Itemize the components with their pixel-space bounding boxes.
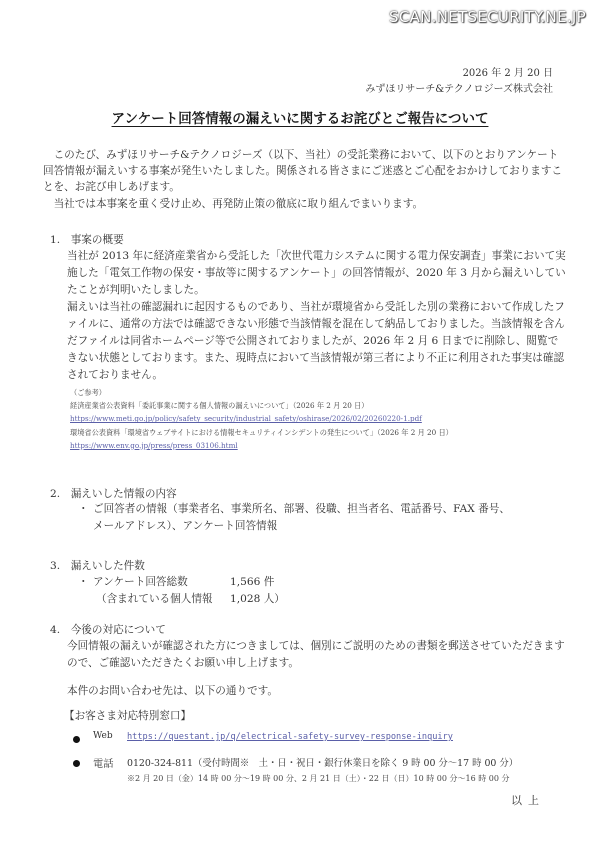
bullet-icon: ・: [78, 576, 89, 588]
contact-heading: 【お客さま対応特別窓口】: [64, 710, 192, 722]
intro-paragraph-2: 当社では本事案を重く受け止め、再発防止策の徹底に取り組んでまいります。: [53, 197, 424, 210]
section-4-heading: 4. 今後の対応について: [50, 624, 166, 636]
page-title-text: アンケート回答情報の漏えいに関するお詫びとご報告について: [111, 111, 489, 127]
section-1-paragraph-2: 漏えいは当社の確認漏れに起因するものであり、当社が環境省から受託した別の業務において作成したファイルに、通常の方法では確認できない形態で当該情報を混在して納品しておりました。当該情報を含んだファイルは同省ホームページ等で公開されておりましたが、2026 年 2 月 6 日までに削除し、閲覧できない状態としております。また、現時点において当該情報が第三者により不正に利用された事実は確認されておりません。: [67, 301, 565, 381]
reference-title-meti: 経済産業省公表資料「委託事業に関する個人情報の漏えいについて」（2026 年 2 月 20 日）: [70, 401, 369, 411]
survey-total-label: アンケート回答総数: [93, 576, 188, 588]
contact-phone-value: 0120-324-811（受付時間※ 土・日・祝日・銀行休業日を除く 9 時 00 分～17 時 00 分）: [127, 758, 519, 769]
contact-web-label: Web: [93, 731, 113, 741]
inquiry-text: 本件のお問い合わせ先は、以下の通りです。: [67, 685, 279, 697]
reference-title-env: 環境省公表資料「環境省ウェブサイトにおける情報セキュリティインシデントの発生について」（2026 年 2 月 20 日）: [70, 427, 453, 437]
contact-web-row: [0, 731, 600, 747]
section-2-item-line1: ご回答者の情報（事業者名、事業所名、部署、役職、担当者名、電話番号、FAX 番号、: [93, 503, 510, 515]
section-4-body: 今回情報の漏えいが確認された方につきましては、個別にご説明のための書類を郵送させていただきますので、ご確認いただきたくお願い申し上げます。: [67, 640, 565, 669]
company-name: みずほリサーチ&テクノロジーズ株式会社: [365, 84, 553, 95]
site-watermark: SCAN.NETSECURITY.NE.JP: [389, 8, 586, 26]
reference-link-env[interactable]: https://www.env.go.jp/press/press_03106.html: [70, 440, 238, 450]
reference-link-meti[interactable]: https://www.meti.go.jp/policy/safety_security/industrial_safety/oshirase/2026/02/20260220-1.pdf: [70, 414, 422, 424]
reference-block: [70, 386, 550, 452]
reference-label: （ご参考）: [70, 388, 106, 397]
personal-info-label: （含まれている個人情報: [96, 593, 213, 605]
contact-phone-row: [0, 755, 600, 771]
bullet-icon: ・: [78, 503, 89, 515]
reception-hours-note: ※2 月 20 日（金）14 時 00 分～19 時 00 分、2 月 21 日（土）・22 日（日）10 時 00 分～16 時 00 分: [127, 774, 510, 783]
section-2-heading: 2. 漏えいした情報の内容: [50, 488, 177, 500]
intro-section: [43, 147, 563, 212]
section-1-body: [67, 248, 567, 384]
document-date: 2026 年 2 月 20 日: [462, 68, 553, 79]
page-title: [0, 107, 600, 127]
contact-web-link[interactable]: https://questant.jp/q/electrical-safety-survey-response-inquiry: [127, 732, 453, 742]
contact-phone-label: 電話: [93, 758, 114, 770]
section-2-item-line2: メールアドレス）、アンケート回答情報: [93, 520, 278, 532]
personal-info-value: 1,028 人）: [230, 593, 285, 605]
survey-total-value: 1,566 件: [230, 576, 275, 588]
closing-text: 以上: [511, 794, 545, 807]
section-3-heading: 3. 漏えいした件数: [50, 560, 145, 572]
bullet-dot-icon: [73, 760, 80, 767]
section-1-heading: 1. 事案の概要: [50, 234, 124, 246]
bullet-dot-icon: [73, 736, 80, 743]
section-1-paragraph-1: 当社が 2013 年に経済産業省から受託した「次世代電力システムに関する電力保安調査」事業において実施した「電気工作物の保安・事故等に関するアンケート」の回答情報が、2020 年 3 月から漏えいしていたことが判明いたしました。: [67, 250, 566, 296]
intro-paragraph: このたび、みずほリサーチ&テクノロジーズ（以下、当社）の受託業務において、以下のとおりアンケート回答情報が漏えいする事案が発生いたしました。関係される皆さまにご迷惑とご心配をおかけしておりますことを、お詫び申しあげます。: [43, 149, 563, 194]
